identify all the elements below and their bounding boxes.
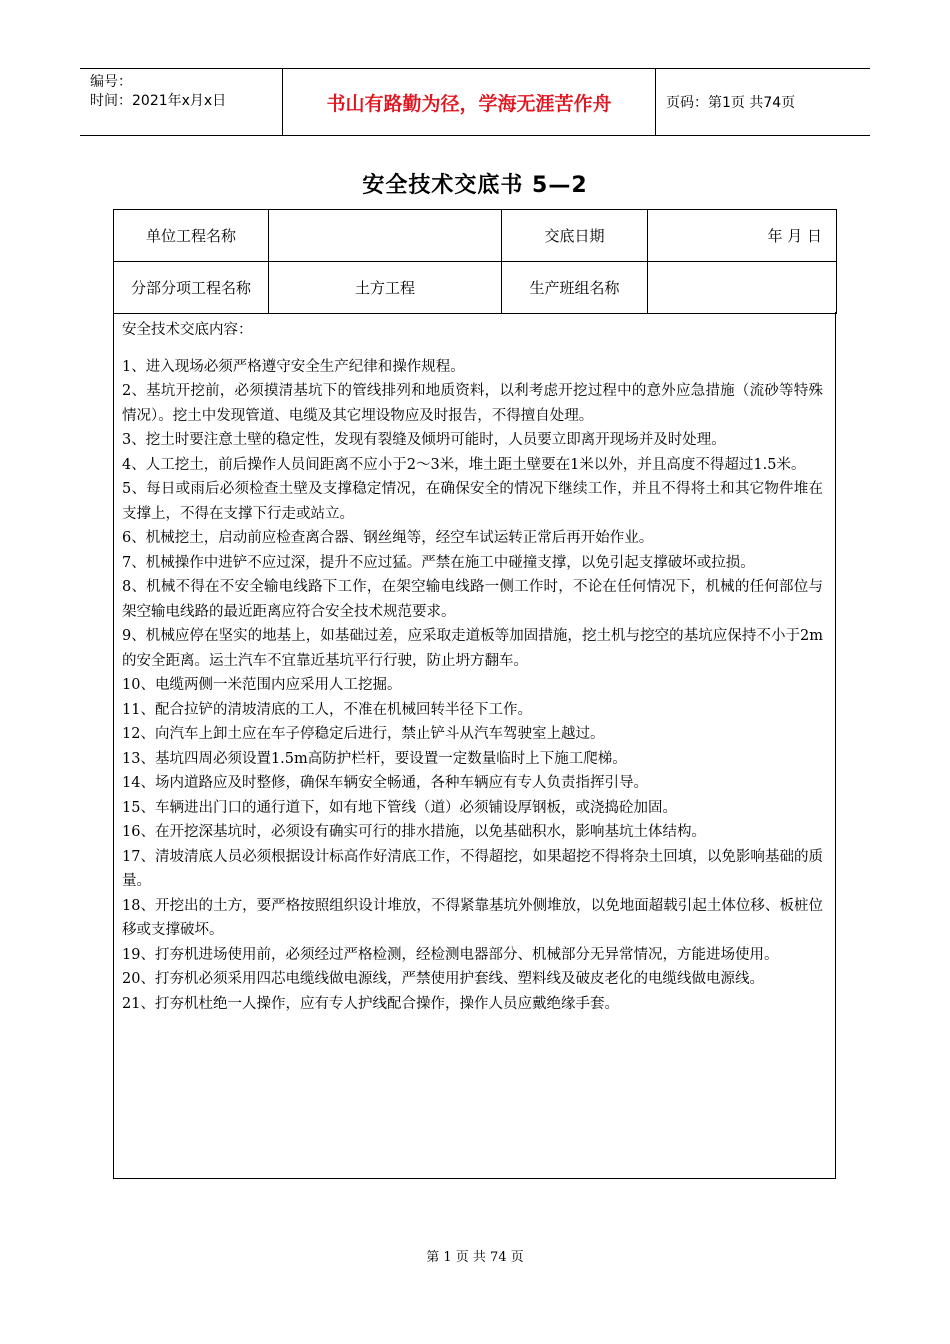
code-label: 编号： — [90, 74, 132, 90]
sub-project-value: 土方工程 — [269, 262, 502, 314]
header-page-info: 页码：第1页 共74页 — [666, 95, 796, 111]
list-item: 13、基坑四周必须设置1.5m高防护栏杆，要设置一定数量临时上下施工爬梯。 — [122, 750, 627, 767]
list-item: 5、每日或雨后必须检查土壁及支撑稳定情况，在确保安全的情况下继续工作，并且不得将土和其它物件堆在支撑上，不得在支撑下行走或站立。 — [122, 481, 823, 522]
list-item: 18、开挖出的土方，要严格按照组织设计堆放，不得紧靠基坑外侧堆放，以免地面超载引起土体位移、板桩位移或支撑破坏。 — [122, 897, 823, 938]
list-item: 21、打夯机杜绝一人操作，应有专人护线配合操作，操作人员应戴绝缘手套。 — [122, 995, 619, 1012]
content-list — [122, 355, 823, 1017]
list-item: 4、人工挖土，前后操作人员间距离不应小于2～3米，堆土距土壁要在1米以外，并且高度不得超过1.5米。 — [122, 456, 806, 473]
handover-date-value: 年 月 日 — [648, 210, 837, 262]
team-name-value — [648, 262, 837, 314]
list-item: 6、机械挖土，启动前应检查离合器、钢丝绳等，经空车试运转正常后再开始作业。 — [122, 530, 654, 546]
table-row — [114, 210, 837, 262]
time-label: 时间：2021年x月x日 — [90, 93, 227, 109]
content-heading: 安全技术交底内容： — [122, 322, 253, 338]
unit-project-label: 单位工程名称 — [114, 210, 269, 262]
document-title: 安全技术交底书 5—2 — [362, 173, 588, 198]
page-footer: 第 1 页 共 74 页 — [426, 1250, 524, 1265]
table-row — [114, 262, 837, 314]
handover-date-label: 交底日期 — [502, 210, 648, 262]
header-motto: 书山有路勤为径，学海无涯苦作舟 — [282, 69, 656, 135]
team-name-label: 生产班组名称 — [502, 262, 648, 314]
list-item: 10、电缆两侧一米范围内应采用人工挖掘。 — [122, 677, 402, 693]
list-item: 7、机械操作中进铲不应过深，提升不应过猛。严禁在施工中碰撞支撑，以免引起支撑破坏或拉损。 — [122, 554, 755, 571]
list-item: 9、机械应停在坚实的地基上，如基础过差，应采取走道板等加固措施，挖土机与挖空的基坑应保持不小于2m的安全距离。运土汽车不宜靠近基坑平行行驶，防止坍方翻车。 — [122, 628, 823, 669]
list-item: 8、机械不得在不安全输电线路下工作，在架空输电线路一侧工作时，不论在任何情况下，机械的任何部位与架空输电线路的最近距离应符合安全技术规范要求。 — [122, 579, 823, 620]
header-left — [80, 69, 282, 135]
content-box — [113, 312, 836, 1179]
list-item: 19、打夯机进场使用前，必须经过严格检测，经检测电器部分、机械部分无异常情况，方能进场使用。 — [122, 946, 779, 963]
sub-project-label: 分部分项工程名称 — [114, 262, 269, 314]
info-table — [113, 209, 837, 314]
list-item: 17、清坡清底人员必须根据设计标高作好清底工作，不得超挖，如果超挖不得将杂土回填，以免影响基础的质量。 — [122, 848, 823, 889]
list-item: 3、挖土时要注意土壁的稳定性，发现有裂缝及倾坍可能时，人员要立即离开现场并及时处理。 — [122, 432, 726, 448]
list-item: 2、基坑开挖前，必须摸清基坑下的管线排列和地质资料，以利考虑开挖过程中的意外应急措施（流砂等特殊情况）。挖土中发现管道、电缆及其它埋设物应及时报告，不得擅自处理。 — [122, 383, 823, 424]
page-header — [80, 68, 870, 136]
list-item: 16、在开挖深基坑时，必须设有确实可行的排水措施，以免基础积水，影响基坑土体结构。 — [122, 824, 706, 840]
unit-project-value — [269, 210, 502, 262]
list-item: 11、配合拉铲的清坡清底的工人，不准在机械回转半径下工作。 — [122, 701, 532, 718]
list-item: 1、进入现场必须严格遵守安全生产纪律和操作规程。 — [122, 358, 465, 375]
list-item: 12、向汽车上卸土应在车子停稳定后进行，禁止铲斗从汽车驾驶室上越过。 — [122, 726, 605, 742]
list-item: 14、场内道路应及时整修，确保车辆安全畅通，各种车辆应有专人负责指挥引导。 — [122, 775, 648, 791]
list-item: 20、打夯机必须采用四芯电缆线做电源线，严禁使用护套线、塑料线及破皮老化的电缆线做电源线。 — [122, 971, 764, 987]
list-item: 15、车辆进出门口的通行道下，如有地下管线（道）必须铺设厚钢板，或浇捣砼加固。 — [122, 799, 677, 816]
